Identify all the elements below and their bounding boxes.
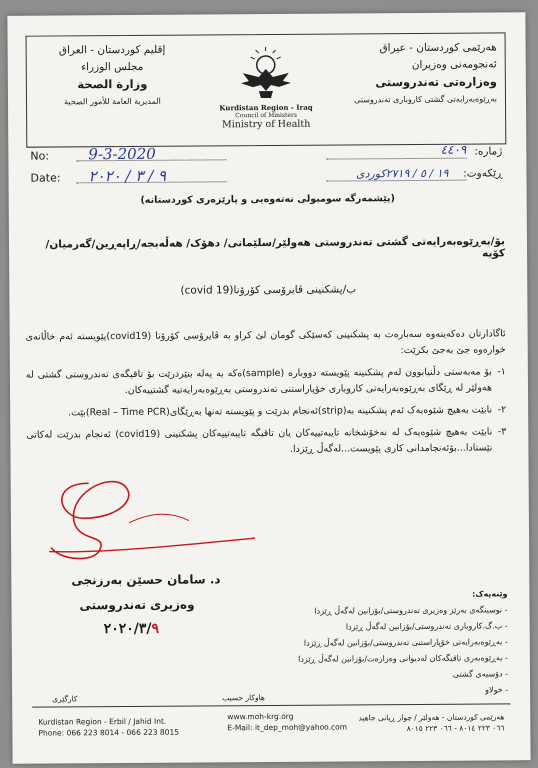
- directorate-name-ku: بەڕێوەبەرایەتی گشتی کاروباری تەندروستی: [354, 94, 498, 105]
- phone-line: Phone: 066 223 8014 - 066 223 8015: [38, 727, 180, 738]
- list-item: - خولاو: [248, 682, 508, 700]
- date-row: [28, 164, 506, 187]
- signatory-title: وەزیری تەندروستی: [79, 597, 195, 613]
- number-label: ژمارە:: [474, 145, 503, 158]
- cc-heading: وێنەیەک:: [472, 589, 508, 599]
- item-text: نابێت بەهیچ شێوەیەک ئەم پشکنینە بە(strip)ئەنجام بدرێت و پێویستە تەنها بەڕێگای(Real – Time PCR)بێت.: [67, 404, 493, 419]
- letterhead-arabic: [35, 42, 190, 111]
- council-name-ar: مجلس الوزراء: [81, 60, 144, 74]
- kurdistan-emblem: [214, 43, 319, 144]
- signatory-name: د. سامان حسێن بەرزنجی: [71, 572, 221, 588]
- footer: [32, 707, 510, 750]
- signature-date: [104, 621, 159, 637]
- council-name-ku: ئەنجومەنی وەزیران: [411, 58, 497, 71]
- handwritten-signature: [29, 462, 260, 574]
- subject-line: ب/پشکنینی ڤایرۆسی کۆرۆنا(covid 19): [180, 283, 357, 297]
- website-text: www.moh-krg.org: [227, 711, 294, 722]
- region-name-ku: هەرێمی کوردستان - عیراق: [379, 41, 497, 55]
- date-handwritten-value: ٩ / ٣ / ٢٠٢٠: [88, 166, 167, 186]
- directorate-name-ar: المديرية العامة للأمور الصحية: [64, 96, 161, 107]
- region-name-ar: إقليم كوردستان - العراق: [58, 43, 166, 57]
- body-intro: ئاگادارتان دەکەینەوە سەبارەت بە پشکنینی کەسێکی گومان لێ کراو بە ڤایرۆسی کۆرۆنا (covid19)پێویستە ئەم خاڵانەی خوارەوە جێ بەجێ بکرێت:: [25, 328, 506, 357]
- list-item: - نوسینگەی بەرێز وەزیری تەندروستی/بۆزانین لەگەڵ ڕێزدا: [248, 602, 508, 620]
- letterhead-kurdish: [332, 39, 497, 108]
- signature-date-main: ٢٠٢٠/٣/: [103, 620, 152, 638]
- item-text: نابێت بەهیچ شێوەیەک لە نەخۆشخانە تایبەتییەکان یان تاقیگە تایبەتییەکان پشکنینی (covid19) ئەنجام بدرێت لەکاتی نێستادا...بۆئەنجامدانی کاری پێویست...لەگەڵ ڕێزدا.: [26, 426, 493, 455]
- carbon-copy-list: [247, 586, 508, 700]
- no-handwritten-value: 9-3-2020: [88, 144, 156, 164]
- number-handwritten-value: ٤٤٠٩: [440, 142, 467, 157]
- phone-line-ku: ٠٦٦ ٢٢٣ ٨٠١٤ - ٠٦٦ ٢٢٣ ٨٠١٥: [406, 723, 505, 734]
- footer-web: [227, 710, 347, 733]
- eagle-emblem-icon: [235, 43, 297, 101]
- document-slogan: (پێشمەرگە سومبولی نەتەوەیی و پارێزەری کوردستانە): [140, 193, 395, 206]
- date-label: Date:: [30, 171, 61, 185]
- list-item: [26, 402, 506, 421]
- item-number: ٢-: [497, 404, 507, 416]
- footer-address-en: [38, 716, 179, 739]
- item-number: ١-: [497, 366, 506, 378]
- list-item: - بەڕێوەبەری تاقیگەکان لەدیوانی وەزارەت/بۆزانین لەگەڵ ڕێزدا: [248, 650, 508, 668]
- list-item: - ب.گ.کاروباری تەندروستی/بۆزانین لەگەڵ ڕێزدا: [248, 618, 508, 636]
- ref-date-handwritten-value: ١٩ / ٥ / ٢٧١٩کوردی: [355, 166, 449, 181]
- ministry-name-ku: وەزارەتی تەندروستی: [375, 74, 497, 90]
- item-number: ٣-: [497, 426, 507, 438]
- list-item: [26, 364, 506, 399]
- list-item: - بەڕێوەبەرایەتی خۆپاراستنی تەندروستی/بۆزانین لەگەڵ ڕێزدا: [248, 634, 508, 652]
- item-text: بۆ مەبەستی دڵنیابوون لەم پشکنینە پێویستە دووبارە (sample)ەکە بە پەلە بنێردرێت بۆ تاقیگەی تەندروستی گشتی لە هەولێر لە ڕێگای بەڕێوەبەرایەتی کاروباری خۆپاراستنی تەندروستی بەڕێوەبەرایەتیە گشتییەکان.: [25, 366, 493, 397]
- email-text: E-Mail: it_dep_moh@yahoo.com: [227, 722, 348, 733]
- document-page: [7, 12, 530, 764]
- recipient-line: بۆ/بەڕێوەبەرایەتی گشتی تەندروستی هەولێر/سلێمانی/ دهۆک/ هەڵەبجە/ڕاپەڕین/گەرمیان/کۆیە: [45, 235, 506, 260]
- emblem-ministry-text: Ministry of Health: [221, 118, 311, 131]
- ministry-name-ar: وزارة الصحة: [77, 76, 148, 92]
- ref-date-label: ڕێکەوت:: [463, 167, 503, 180]
- clerk-label: کارگێری: [52, 694, 78, 704]
- emblem-region-text: Kurdistan Region - Iraq: [219, 102, 313, 113]
- footer-address-ku: [358, 711, 504, 734]
- address-line-ku: هەرێمی کوردستان - هەولێر / چوار ڕیانی جاهید: [358, 712, 505, 723]
- no-label: No:: [30, 149, 50, 163]
- number-dotted-line: [326, 158, 466, 160]
- address-line: Kurdistan Region - Erbil / Jahid Int.: [38, 716, 167, 727]
- list-item: [26, 424, 506, 459]
- letter-body: [26, 326, 507, 465]
- letterhead: [26, 32, 507, 147]
- number-row: [28, 142, 506, 165]
- clerk-name: هاوکار حسیب: [222, 693, 265, 703]
- list-item: - دۆسیەی گشتی: [248, 666, 508, 684]
- signature-date-day: ٩: [151, 620, 160, 637]
- emblem-council-text: Council of Ministers: [235, 111, 297, 120]
